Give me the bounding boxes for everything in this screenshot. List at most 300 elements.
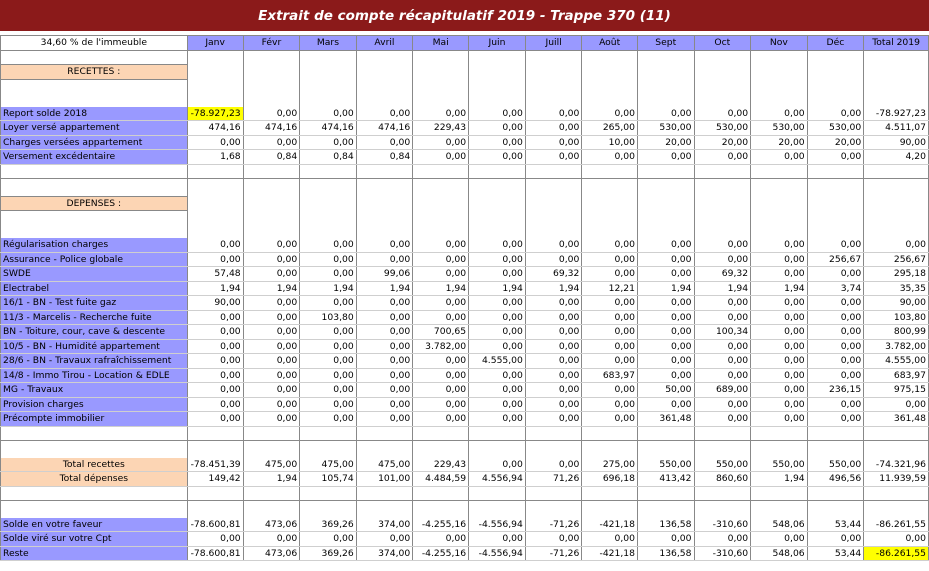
value-cell[interactable]: 0,00 <box>243 532 300 547</box>
value-cell[interactable]: 1,94 <box>637 281 694 296</box>
value-cell[interactable]: 20,00 <box>751 135 808 150</box>
value-cell[interactable]: 0,00 <box>187 397 243 412</box>
value-cell[interactable]: 0,00 <box>582 325 638 340</box>
value-cell[interactable]: 0,00 <box>694 150 751 165</box>
value-cell[interactable]: 0,00 <box>469 383 526 398</box>
value-cell[interactable]: 0,00 <box>751 412 808 427</box>
value-cell[interactable]: 0,00 <box>413 412 469 427</box>
value-cell[interactable]: 0,00 <box>469 267 526 282</box>
value-cell[interactable]: 99,06 <box>356 267 413 282</box>
value-cell[interactable]: 0,00 <box>751 107 808 121</box>
value-cell[interactable]: 0,00 <box>187 325 243 340</box>
value-cell[interactable]: 0,00 <box>582 339 638 354</box>
value-cell[interactable]: 0,00 <box>356 339 413 354</box>
value-cell[interactable]: 0,00 <box>751 532 808 547</box>
value-cell[interactable]: 0,00 <box>300 267 357 282</box>
value-cell[interactable]: 69,32 <box>525 267 581 282</box>
value-cell[interactable]: 0,00 <box>469 532 526 547</box>
value-cell[interactable]: 256,67 <box>864 252 929 267</box>
value-cell[interactable]: -78.600,81 <box>187 546 243 561</box>
value-cell[interactable]: 50,00 <box>637 383 694 398</box>
value-cell[interactable]: 0,00 <box>582 397 638 412</box>
value-cell[interactable]: 101,00 <box>356 472 413 487</box>
value-cell[interactable]: 0,00 <box>751 397 808 412</box>
empty-cell <box>864 79 929 93</box>
value-cell[interactable]: -4.255,16 <box>413 546 469 561</box>
value-cell[interactable]: 0,00 <box>356 310 413 325</box>
value-cell[interactable]: 0,00 <box>469 296 526 311</box>
value-cell[interactable]: 0,00 <box>187 354 243 369</box>
value-cell[interactable]: 0,00 <box>807 397 864 412</box>
empty-cell <box>300 164 357 179</box>
value-cell[interactable]: 0,00 <box>751 383 808 398</box>
value-cell[interactable]: 0,00 <box>751 368 808 383</box>
value-cell[interactable]: 0,00 <box>807 368 864 383</box>
value-cell[interactable]: -421,18 <box>582 518 638 532</box>
value-cell[interactable]: 0,00 <box>300 296 357 311</box>
value-cell[interactable]: 90,00 <box>864 135 929 150</box>
value-cell[interactable]: 100,34 <box>694 325 751 340</box>
value-cell[interactable]: 0,00 <box>582 107 638 121</box>
value-cell[interactable]: -310,60 <box>694 518 751 532</box>
value-cell[interactable]: 0,00 <box>694 107 751 121</box>
value-cell[interactable]: 0,00 <box>469 121 526 136</box>
value-cell[interactable]: -421,18 <box>582 546 638 561</box>
value-cell[interactable]: 0,00 <box>525 121 581 136</box>
empty-cell <box>582 211 638 225</box>
value-cell[interactable]: 0,00 <box>187 252 243 267</box>
value-cell[interactable]: 0,00 <box>300 383 357 398</box>
value-cell[interactable]: 136,58 <box>637 546 694 561</box>
value-cell[interactable]: 0,00 <box>356 383 413 398</box>
value-cell[interactable]: 0,00 <box>300 107 357 121</box>
value-cell[interactable]: 696,18 <box>582 472 638 487</box>
empty-cell <box>1 486 188 501</box>
value-cell[interactable]: 0,00 <box>300 412 357 427</box>
value-cell[interactable]: 0,00 <box>356 397 413 412</box>
value-cell[interactable]: 0,00 <box>300 368 357 383</box>
value-cell[interactable]: 0,00 <box>413 354 469 369</box>
value-cell[interactable]: 0,84 <box>243 150 300 165</box>
value-cell[interactable]: 0,00 <box>637 238 694 252</box>
value-cell[interactable]: 474,16 <box>243 121 300 136</box>
value-cell[interactable]: 0,00 <box>807 267 864 282</box>
value-cell[interactable]: 0,00 <box>413 238 469 252</box>
value-cell[interactable]: -78.451,39 <box>187 458 243 472</box>
value-cell[interactable]: 20,00 <box>807 135 864 150</box>
value-cell[interactable]: 229,43 <box>413 458 469 472</box>
value-cell[interactable]: 0,00 <box>637 532 694 547</box>
value-cell[interactable]: 0,00 <box>356 354 413 369</box>
value-cell[interactable]: 0,00 <box>469 252 526 267</box>
value-cell[interactable]: 475,00 <box>356 458 413 472</box>
value-cell[interactable]: 275,00 <box>582 458 638 472</box>
value-cell[interactable]: 71,26 <box>525 472 581 487</box>
value-cell[interactable]: 4.484,59 <box>413 472 469 487</box>
value-cell[interactable]: 0,00 <box>582 238 638 252</box>
value-cell[interactable]: 0,00 <box>469 412 526 427</box>
value-cell[interactable]: 1,94 <box>751 472 808 487</box>
value-cell[interactable]: 0,00 <box>187 383 243 398</box>
value-cell[interactable]: 0,00 <box>525 532 581 547</box>
value-cell[interactable]: 0,00 <box>243 267 300 282</box>
value-cell[interactable]: 361,48 <box>864 412 929 427</box>
value-cell[interactable]: 0,00 <box>637 368 694 383</box>
value-cell[interactable]: 0,00 <box>525 412 581 427</box>
value-cell[interactable]: 0,00 <box>864 238 929 252</box>
value-cell[interactable]: 256,67 <box>807 252 864 267</box>
value-cell[interactable]: 550,00 <box>807 458 864 472</box>
value-cell[interactable]: 0,00 <box>469 325 526 340</box>
value-cell[interactable]: 149,42 <box>187 472 243 487</box>
value-cell[interactable]: 0,00 <box>694 339 751 354</box>
value-cell[interactable]: 0,00 <box>694 412 751 427</box>
value-cell[interactable]: 0,00 <box>243 339 300 354</box>
value-cell[interactable]: 69,32 <box>694 267 751 282</box>
value-cell[interactable]: 0,00 <box>300 135 357 150</box>
value-cell[interactable]: 548,06 <box>751 546 808 561</box>
value-cell[interactable]: -86.261,55 <box>864 518 929 532</box>
value-cell[interactable]: 0,00 <box>694 252 751 267</box>
value-cell[interactable]: 0,00 <box>637 397 694 412</box>
value-cell[interactable]: 0,00 <box>637 310 694 325</box>
value-cell[interactable]: 0,00 <box>694 368 751 383</box>
value-cell[interactable]: 1,94 <box>300 281 357 296</box>
value-cell[interactable]: 975,15 <box>864 383 929 398</box>
value-cell[interactable]: 0,00 <box>356 238 413 252</box>
value-cell[interactable]: -78.927,23 <box>187 107 243 121</box>
value-cell[interactable]: 90,00 <box>187 296 243 311</box>
value-cell[interactable]: 374,00 <box>356 546 413 561</box>
value-cell[interactable]: 265,00 <box>582 121 638 136</box>
value-cell[interactable]: 4.511,07 <box>864 121 929 136</box>
value-cell[interactable]: 0,00 <box>187 412 243 427</box>
value-cell[interactable]: 0,00 <box>807 412 864 427</box>
value-cell[interactable]: 800,99 <box>864 325 929 340</box>
value-cell[interactable]: 0,00 <box>582 532 638 547</box>
value-cell[interactable]: 0,00 <box>525 238 581 252</box>
value-cell[interactable]: 11.939,59 <box>864 472 929 487</box>
value-cell[interactable]: 361,48 <box>637 412 694 427</box>
value-cell[interactable]: 0,00 <box>525 397 581 412</box>
empty-cell <box>469 93 526 107</box>
value-cell[interactable]: 0,00 <box>356 296 413 311</box>
value-cell[interactable]: 0,00 <box>300 532 357 547</box>
value-cell[interactable]: -71,26 <box>525 546 581 561</box>
value-cell[interactable]: 103,80 <box>864 310 929 325</box>
value-cell[interactable]: 0,00 <box>751 339 808 354</box>
value-cell[interactable]: 0,00 <box>694 310 751 325</box>
value-cell[interactable]: 0,00 <box>413 107 469 121</box>
value-cell[interactable]: 0,00 <box>525 368 581 383</box>
value-cell[interactable]: 0,00 <box>582 267 638 282</box>
value-cell[interactable]: 0,00 <box>751 310 808 325</box>
value-cell[interactable]: 0,00 <box>413 150 469 165</box>
value-cell[interactable]: 0,00 <box>243 412 300 427</box>
value-cell[interactable]: 0,00 <box>356 412 413 427</box>
value-cell[interactable]: 0,00 <box>300 339 357 354</box>
value-cell[interactable]: 0,00 <box>469 310 526 325</box>
value-cell[interactable]: 0,00 <box>807 238 864 252</box>
value-cell[interactable]: 0,00 <box>243 252 300 267</box>
value-cell[interactable]: 3.782,00 <box>413 339 469 354</box>
value-cell[interactable]: 374,00 <box>356 518 413 532</box>
value-cell[interactable]: 3.782,00 <box>864 339 929 354</box>
value-cell[interactable]: 0,00 <box>469 150 526 165</box>
value-cell[interactable]: 1,94 <box>525 281 581 296</box>
value-cell[interactable]: 0,00 <box>413 368 469 383</box>
value-cell[interactable]: 0,00 <box>469 238 526 252</box>
value-cell[interactable]: 0,00 <box>751 296 808 311</box>
value-cell[interactable]: 550,00 <box>637 458 694 472</box>
value-cell[interactable]: 550,00 <box>694 458 751 472</box>
value-cell[interactable]: 550,00 <box>751 458 808 472</box>
value-cell[interactable]: 3,74 <box>807 281 864 296</box>
value-cell[interactable]: 0,00 <box>582 412 638 427</box>
balance-row <box>1 518 929 532</box>
value-cell[interactable]: 683,97 <box>864 368 929 383</box>
value-cell[interactable]: 90,00 <box>864 296 929 311</box>
value-cell[interactable]: 683,97 <box>582 368 638 383</box>
value-cell[interactable]: -310,60 <box>694 546 751 561</box>
value-cell[interactable]: 530,00 <box>751 121 808 136</box>
empty-cell <box>413 50 469 65</box>
value-cell[interactable]: 0,00 <box>525 310 581 325</box>
value-cell[interactable]: 0,00 <box>469 107 526 121</box>
value-cell[interactable]: 0,00 <box>751 252 808 267</box>
value-cell[interactable]: 0,00 <box>751 325 808 340</box>
value-cell[interactable]: 0,00 <box>525 354 581 369</box>
value-cell[interactable]: 0,00 <box>525 458 581 472</box>
value-cell[interactable]: 1,94 <box>469 281 526 296</box>
value-cell[interactable]: 236,15 <box>807 383 864 398</box>
value-cell[interactable]: 0,00 <box>187 135 243 150</box>
value-cell[interactable]: 0,00 <box>300 397 357 412</box>
value-cell[interactable]: 474,16 <box>300 121 357 136</box>
value-cell[interactable]: -4.556,94 <box>469 518 526 532</box>
value-cell[interactable]: -74.321,96 <box>864 458 929 472</box>
value-cell[interactable]: 20,00 <box>694 135 751 150</box>
value-cell[interactable]: 0,00 <box>807 107 864 121</box>
value-cell[interactable]: 4.556,94 <box>469 472 526 487</box>
row-label: Précompte immobilier <box>1 412 188 427</box>
value-cell[interactable]: 0,00 <box>187 238 243 252</box>
value-cell[interactable]: 0,00 <box>469 458 526 472</box>
value-cell[interactable]: 530,00 <box>637 121 694 136</box>
value-cell[interactable]: 0,00 <box>751 150 808 165</box>
value-cell[interactable]: 1,94 <box>187 281 243 296</box>
value-cell[interactable]: 0,00 <box>356 135 413 150</box>
value-cell[interactable]: 1,94 <box>413 281 469 296</box>
value-cell[interactable]: 0,00 <box>525 325 581 340</box>
value-cell[interactable]: 0,00 <box>469 368 526 383</box>
value-cell[interactable]: -4.556,94 <box>469 546 526 561</box>
value-cell[interactable]: 53,44 <box>807 546 864 561</box>
value-cell[interactable]: 0,00 <box>413 383 469 398</box>
value-cell[interactable]: 4.555,00 <box>864 354 929 369</box>
value-cell[interactable]: -4.255,16 <box>413 518 469 532</box>
value-cell[interactable]: 1,94 <box>694 281 751 296</box>
value-cell[interactable]: 1,94 <box>356 281 413 296</box>
value-cell[interactable]: 136,58 <box>637 518 694 532</box>
value-cell[interactable]: 229,43 <box>413 121 469 136</box>
value-cell[interactable]: 103,80 <box>300 310 357 325</box>
value-cell[interactable]: 0,00 <box>525 296 581 311</box>
value-cell[interactable]: 700,65 <box>413 325 469 340</box>
value-cell[interactable]: 0,00 <box>637 107 694 121</box>
value-cell[interactable]: 0,00 <box>751 267 808 282</box>
value-cell[interactable]: 0,00 <box>525 150 581 165</box>
value-cell[interactable]: 530,00 <box>694 121 751 136</box>
value-cell[interactable]: 0,00 <box>637 325 694 340</box>
value-cell[interactable]: 0,00 <box>637 252 694 267</box>
value-cell[interactable]: 0,00 <box>864 532 929 547</box>
value-cell[interactable]: 0,00 <box>637 354 694 369</box>
value-cell[interactable]: 0,00 <box>864 397 929 412</box>
value-cell[interactable]: 0,00 <box>469 135 526 150</box>
value-cell[interactable]: -86.261,55 <box>864 546 929 561</box>
value-cell[interactable]: 53,44 <box>807 518 864 532</box>
value-cell[interactable]: 0,00 <box>243 325 300 340</box>
value-cell[interactable]: 0,00 <box>582 354 638 369</box>
value-cell[interactable]: -71,26 <box>525 518 581 532</box>
value-cell[interactable]: 0,00 <box>187 339 243 354</box>
value-cell[interactable]: 0,84 <box>356 150 413 165</box>
value-cell[interactable]: 0,00 <box>807 296 864 311</box>
value-cell[interactable]: 0,00 <box>243 397 300 412</box>
value-cell[interactable]: 1,94 <box>243 281 300 296</box>
value-cell[interactable]: 0,00 <box>694 532 751 547</box>
value-cell[interactable]: 0,00 <box>694 354 751 369</box>
value-cell[interactable]: 4.555,00 <box>469 354 526 369</box>
value-cell[interactable]: 0,00 <box>582 383 638 398</box>
value-cell[interactable]: 0,00 <box>356 532 413 547</box>
empty-cell <box>864 444 929 458</box>
value-cell[interactable]: 473,06 <box>243 546 300 561</box>
value-cell[interactable]: 0,00 <box>413 135 469 150</box>
value-cell[interactable]: 496,56 <box>807 472 864 487</box>
empty-cell <box>187 50 243 65</box>
value-cell[interactable]: 0,00 <box>243 354 300 369</box>
value-cell[interactable]: 0,00 <box>582 296 638 311</box>
value-cell[interactable]: 0,00 <box>187 532 243 547</box>
value-cell[interactable]: 530,00 <box>807 121 864 136</box>
value-cell[interactable]: 4,20 <box>864 150 929 165</box>
value-cell[interactable]: 0,00 <box>807 325 864 340</box>
value-cell[interactable]: 0,00 <box>582 310 638 325</box>
value-cell[interactable]: 295,18 <box>864 267 929 282</box>
value-cell[interactable]: 0,00 <box>243 383 300 398</box>
value-cell[interactable]: 1,68 <box>187 150 243 165</box>
value-cell[interactable]: -78.600,81 <box>187 518 243 532</box>
value-cell[interactable]: 20,00 <box>637 135 694 150</box>
value-cell[interactable]: 0,00 <box>243 310 300 325</box>
value-cell[interactable]: 0,00 <box>582 150 638 165</box>
value-cell[interactable]: 0,00 <box>807 354 864 369</box>
value-cell[interactable]: 0,00 <box>525 383 581 398</box>
value-cell[interactable]: 0,00 <box>243 135 300 150</box>
value-cell[interactable]: 0,00 <box>807 532 864 547</box>
value-cell[interactable]: 473,06 <box>243 518 300 532</box>
value-cell[interactable]: 0,00 <box>413 296 469 311</box>
empty-cell <box>864 426 929 441</box>
value-cell[interactable]: 0,84 <box>300 150 357 165</box>
value-cell[interactable]: 1,94 <box>243 472 300 487</box>
value-cell[interactable]: 0,00 <box>637 267 694 282</box>
value-cell[interactable]: 860,60 <box>694 472 751 487</box>
value-cell[interactable]: 0,00 <box>582 252 638 267</box>
value-cell[interactable]: 10,00 <box>582 135 638 150</box>
value-cell[interactable]: 0,00 <box>637 339 694 354</box>
value-cell[interactable]: 0,00 <box>469 339 526 354</box>
value-cell[interactable]: 1,94 <box>751 281 808 296</box>
value-cell[interactable]: 475,00 <box>300 458 357 472</box>
value-cell[interactable]: 0,00 <box>637 150 694 165</box>
empty-cell <box>356 211 413 225</box>
value-cell[interactable]: 0,00 <box>243 368 300 383</box>
value-cell[interactable]: 0,00 <box>525 107 581 121</box>
value-cell[interactable]: 0,00 <box>807 339 864 354</box>
value-cell[interactable]: 474,16 <box>187 121 243 136</box>
value-cell[interactable]: 0,00 <box>413 532 469 547</box>
value-cell[interactable]: 0,00 <box>300 354 357 369</box>
value-cell[interactable]: 474,16 <box>356 121 413 136</box>
row-label: Report solde 2018 <box>1 107 188 121</box>
value-cell[interactable]: 0,00 <box>694 296 751 311</box>
value-cell[interactable]: 0,00 <box>187 310 243 325</box>
value-cell[interactable]: 0,00 <box>356 252 413 267</box>
value-cell[interactable]: 0,00 <box>300 252 357 267</box>
value-cell[interactable]: 0,00 <box>356 325 413 340</box>
value-cell[interactable]: 0,00 <box>694 397 751 412</box>
value-cell[interactable]: 689,00 <box>694 383 751 398</box>
value-cell[interactable]: 0,00 <box>807 150 864 165</box>
value-cell[interactable]: 12,21 <box>582 281 638 296</box>
value-cell[interactable]: 0,00 <box>187 368 243 383</box>
value-cell[interactable]: 57,48 <box>187 267 243 282</box>
value-cell[interactable]: 0,00 <box>243 238 300 252</box>
value-cell[interactable]: 0,00 <box>243 296 300 311</box>
value-cell[interactable]: 0,00 <box>525 135 581 150</box>
value-cell[interactable]: 0,00 <box>243 107 300 121</box>
value-cell[interactable]: 369,26 <box>300 518 357 532</box>
value-cell[interactable]: 0,00 <box>300 325 357 340</box>
value-cell[interactable]: 0,00 <box>751 354 808 369</box>
value-cell[interactable]: -78.927,23 <box>864 107 929 121</box>
value-cell[interactable]: 0,00 <box>413 310 469 325</box>
value-cell[interactable]: 0,00 <box>413 267 469 282</box>
value-cell[interactable]: 0,00 <box>356 107 413 121</box>
value-cell[interactable]: 0,00 <box>413 252 469 267</box>
value-cell[interactable]: 0,00 <box>751 238 808 252</box>
value-cell[interactable]: 475,00 <box>243 458 300 472</box>
value-cell[interactable]: 0,00 <box>525 339 581 354</box>
value-cell[interactable]: 369,26 <box>300 546 357 561</box>
value-cell[interactable]: 0,00 <box>356 368 413 383</box>
value-cell[interactable]: 105,74 <box>300 472 357 487</box>
value-cell[interactable]: 0,00 <box>413 397 469 412</box>
value-cell[interactable]: 548,06 <box>751 518 808 532</box>
value-cell[interactable]: 35,35 <box>864 281 929 296</box>
value-cell[interactable]: 0,00 <box>525 252 581 267</box>
value-cell[interactable]: 0,00 <box>807 310 864 325</box>
value-cell[interactable]: 0,00 <box>694 238 751 252</box>
value-cell[interactable]: 0,00 <box>637 296 694 311</box>
value-cell[interactable]: 413,42 <box>637 472 694 487</box>
value-cell[interactable]: 0,00 <box>469 397 526 412</box>
month-header: Mai <box>413 36 469 51</box>
value-cell[interactable]: 0,00 <box>300 238 357 252</box>
